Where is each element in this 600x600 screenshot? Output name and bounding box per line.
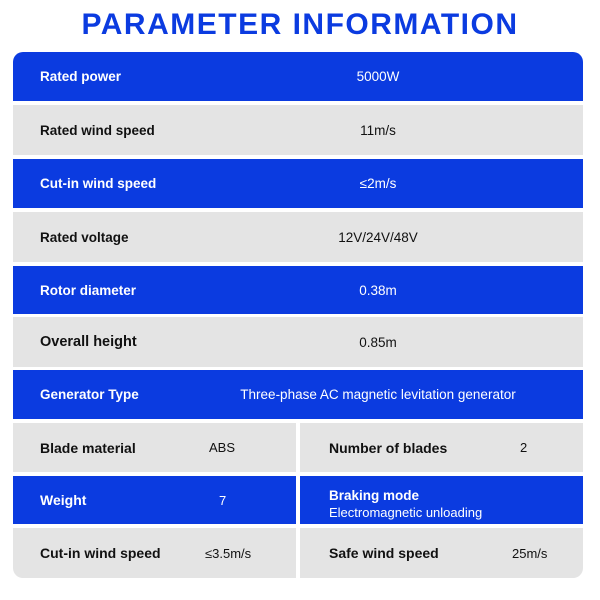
cell-braking-mode: [300, 476, 583, 524]
row-value: 11m/s: [360, 122, 396, 138]
cell-value: ABS: [209, 440, 236, 455]
cell-value: ≤3.5m/s: [205, 545, 252, 561]
cell-label: Blade material: [40, 439, 136, 456]
cell-weight: [13, 476, 296, 524]
row-rotor-diameter: [13, 266, 583, 314]
cell-value: 7: [219, 492, 227, 508]
row-label: Overall height: [40, 334, 137, 350]
row-rated-voltage: [13, 212, 583, 262]
row-label: Cut-in wind speed: [40, 176, 157, 191]
cell-value: 2: [520, 440, 528, 455]
cell-cut-in-wind-speed: [13, 528, 296, 578]
page-title: PARAMETER INFORMATION: [81, 8, 519, 41]
row-label: Rated wind speed: [40, 122, 155, 138]
row-label: Generator Type: [40, 387, 139, 402]
cell-safe-wind-speed: [300, 528, 583, 578]
row-value: Three-phase AC magnetic levitation generator: [240, 387, 516, 402]
row-value: 0.38m: [359, 282, 397, 298]
cell-value: Electromagnetic unloading: [329, 505, 483, 520]
row-value: 0.85m: [359, 334, 397, 350]
parameter-table: [13, 52, 583, 578]
row-value: 12V/24V/48V: [338, 229, 418, 245]
row-label: Rotor diameter: [40, 282, 137, 298]
row-cut-in-wind-speed: [13, 159, 583, 208]
row-rated-power: [13, 52, 583, 101]
cell-value: 25m/s: [512, 545, 548, 561]
braking-mode-stack: [329, 487, 482, 521]
cell-blade-material: [13, 423, 296, 472]
cell-label: Weight: [40, 492, 87, 508]
cell-label: Braking mode: [329, 488, 420, 503]
row-value: ≤2m/s: [359, 176, 397, 191]
cell-label: Cut-in wind speed: [40, 545, 161, 561]
cell-number-of-blades: [300, 423, 583, 472]
row-label: Rated voltage: [40, 229, 129, 245]
row-overall-height: [13, 317, 583, 367]
cell-label: Safe wind speed: [329, 545, 439, 561]
row-rated-wind-speed: [13, 105, 583, 155]
cell-label: Number of blades: [329, 439, 448, 456]
row-generator-type: [13, 370, 583, 419]
row-value: 5000W: [356, 69, 400, 84]
row-label: Rated power: [40, 69, 122, 84]
